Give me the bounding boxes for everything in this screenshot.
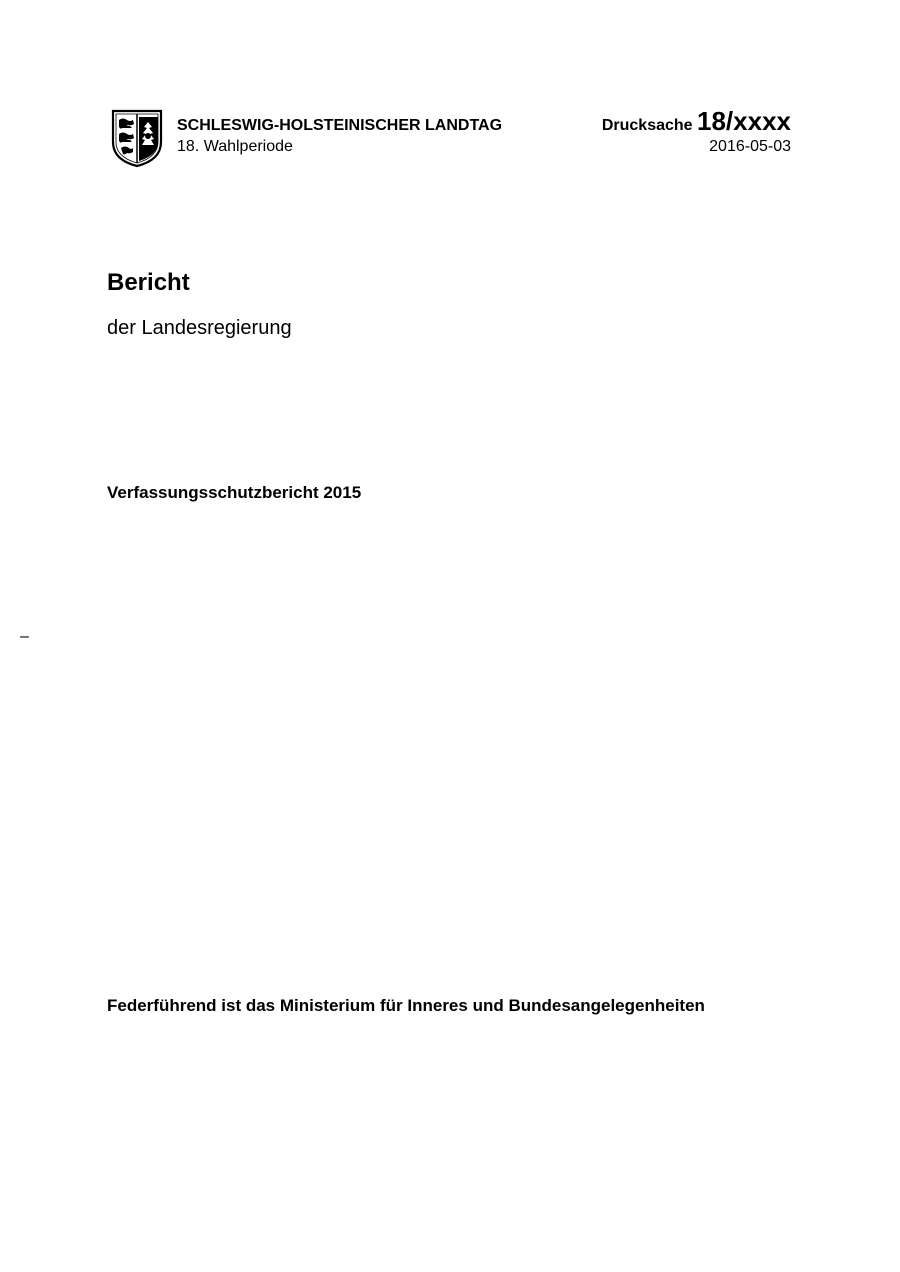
- parliament-name: SCHLESWIG-HOLSTEINISCHER LANDTAG: [177, 117, 503, 134]
- print-date: 2016-05-03: [709, 138, 791, 155]
- print-number: 18/xxxx: [697, 106, 791, 136]
- legislative-period: 18. Wahlperiode: [177, 138, 293, 155]
- document-subject: Verfassungsschutzbericht 2015: [107, 483, 362, 502]
- lead-ministry-note: Federführend ist das Ministerium für Inneres und Bundesangelegenheiten: [107, 996, 705, 1015]
- margin-mark: –: [20, 628, 29, 645]
- print-reference: [602, 106, 791, 137]
- document-type-heading: Bericht: [107, 269, 190, 296]
- coat-of-arms-icon: [110, 108, 164, 168]
- print-label: Drucksache: [601, 117, 693, 134]
- document-origin: der Landesregierung: [107, 317, 292, 339]
